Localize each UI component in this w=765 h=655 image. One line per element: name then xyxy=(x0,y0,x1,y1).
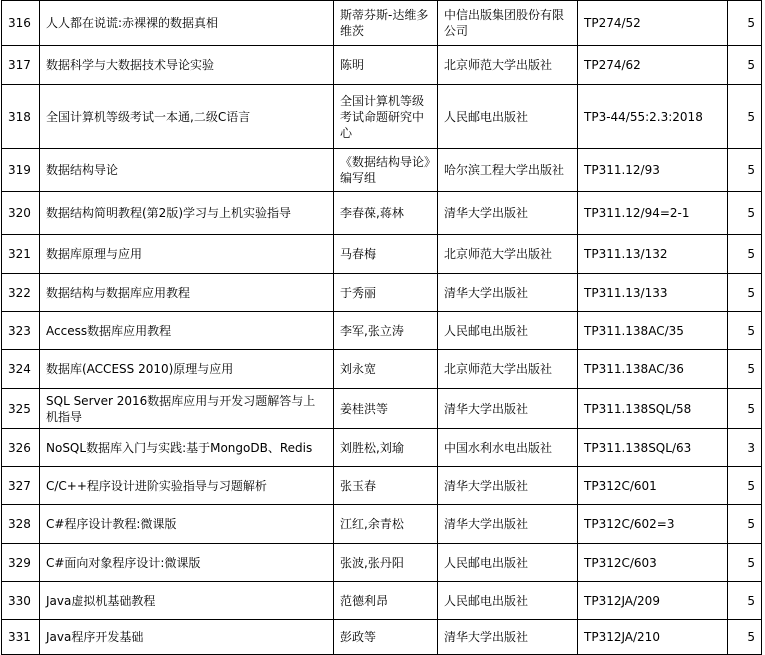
book-list-table xyxy=(1,0,762,655)
table-row xyxy=(2,544,762,582)
book-author: 刘胜松,刘瑜 xyxy=(334,429,438,467)
copy-count: 5 xyxy=(728,274,762,312)
book-publisher: 清华大学出版社 xyxy=(438,505,578,544)
call-number: TP311.13/133 xyxy=(578,274,728,312)
book-publisher: 北京师范大学出版社 xyxy=(438,46,578,85)
book-author: 斯蒂芬斯-达维多维茨 xyxy=(334,1,438,46)
row-number: 319 xyxy=(2,149,40,192)
call-number: TP311.12/93 xyxy=(578,149,728,192)
book-publisher: 中信出版集团股份有限公司 xyxy=(438,1,578,46)
table-row xyxy=(2,389,762,429)
table-row xyxy=(2,46,762,85)
row-number: 321 xyxy=(2,235,40,274)
book-title: 数据库(ACCESS 2010)原理与应用 xyxy=(40,350,334,389)
copy-count: 5 xyxy=(728,1,762,46)
copy-count: 5 xyxy=(728,620,762,655)
row-number: 322 xyxy=(2,274,40,312)
row-number: 328 xyxy=(2,505,40,544)
table-row xyxy=(2,1,762,46)
call-number: TP274/52 xyxy=(578,1,728,46)
row-number: 320 xyxy=(2,192,40,235)
book-publisher: 清华大学出版社 xyxy=(438,389,578,429)
row-number: 316 xyxy=(2,1,40,46)
copy-count: 5 xyxy=(728,505,762,544)
row-number: 331 xyxy=(2,620,40,655)
book-publisher: 清华大学出版社 xyxy=(438,192,578,235)
call-number: TP312C/601 xyxy=(578,467,728,505)
row-number: 318 xyxy=(2,85,40,149)
row-number: 330 xyxy=(2,582,40,620)
copy-count: 5 xyxy=(728,544,762,582)
call-number: TP312C/602=3 xyxy=(578,505,728,544)
table-row xyxy=(2,312,762,350)
copy-count: 5 xyxy=(728,235,762,274)
book-author: 李军,张立涛 xyxy=(334,312,438,350)
call-number: TP311.13/132 xyxy=(578,235,728,274)
call-number: TP312JA/210 xyxy=(578,620,728,655)
book-publisher: 人民邮电出版社 xyxy=(438,544,578,582)
row-number: 325 xyxy=(2,389,40,429)
table-row xyxy=(2,350,762,389)
table-row xyxy=(2,429,762,467)
book-publisher: 人民邮电出版社 xyxy=(438,85,578,149)
book-publisher: 人民邮电出版社 xyxy=(438,582,578,620)
book-title: Access数据库应用教程 xyxy=(40,312,334,350)
table-row xyxy=(2,505,762,544)
book-publisher: 北京师范大学出版社 xyxy=(438,235,578,274)
copy-count: 3 xyxy=(728,429,762,467)
call-number: TP312JA/209 xyxy=(578,582,728,620)
book-title: 人人都在说谎:赤裸裸的数据真相 xyxy=(40,1,334,46)
book-title: Java虚拟机基础教程 xyxy=(40,582,334,620)
book-publisher: 哈尔滨工程大学出版社 xyxy=(438,149,578,192)
book-author: 全国计算机等级考试命题研究中心 xyxy=(334,85,438,149)
book-title: C#程序设计教程:微课版 xyxy=(40,505,334,544)
call-number: TP311.138SQL/58 xyxy=(578,389,728,429)
book-title: 数据结构导论 xyxy=(40,149,334,192)
table-row xyxy=(2,149,762,192)
row-number: 326 xyxy=(2,429,40,467)
row-number: 323 xyxy=(2,312,40,350)
book-title: Java程序开发基础 xyxy=(40,620,334,655)
book-publisher: 人民邮电出版社 xyxy=(438,312,578,350)
copy-count: 5 xyxy=(728,582,762,620)
call-number: TP312C/603 xyxy=(578,544,728,582)
copy-count: 5 xyxy=(728,85,762,149)
table-row xyxy=(2,582,762,620)
book-title: C#面向对象程序设计:微课版 xyxy=(40,544,334,582)
row-number: 317 xyxy=(2,46,40,85)
book-author: 刘永宽 xyxy=(334,350,438,389)
book-title: 数据结构简明教程(第2版)学习与上机实验指导 xyxy=(40,192,334,235)
copy-count: 5 xyxy=(728,467,762,505)
table-row xyxy=(2,274,762,312)
book-title: 全国计算机等级考试一本通,二级C语言 xyxy=(40,85,334,149)
book-author: 陈明 xyxy=(334,46,438,85)
call-number: TP3-44/55:2.3:2018 xyxy=(578,85,728,149)
book-title: NoSQL数据库入门与实践:基于MongoDB、Redis xyxy=(40,429,334,467)
book-title: 数据库原理与应用 xyxy=(40,235,334,274)
row-number: 329 xyxy=(2,544,40,582)
book-author: 彭政等 xyxy=(334,620,438,655)
copy-count: 5 xyxy=(728,46,762,85)
book-publisher: 清华大学出版社 xyxy=(438,620,578,655)
copy-count: 5 xyxy=(728,350,762,389)
book-title: C/C++程序设计进阶实验指导与习题解析 xyxy=(40,467,334,505)
book-author: 于秀丽 xyxy=(334,274,438,312)
copy-count: 5 xyxy=(728,312,762,350)
book-author: 江红,余青松 xyxy=(334,505,438,544)
table-row xyxy=(2,85,762,149)
book-title: SQL Server 2016数据库应用与开发习题解答与上机指导 xyxy=(40,389,334,429)
call-number: TP311.138SQL/63 xyxy=(578,429,728,467)
book-author: 范德利昂 xyxy=(334,582,438,620)
book-author: 张波,张丹阳 xyxy=(334,544,438,582)
call-number: TP311.12/94=2-1 xyxy=(578,192,728,235)
row-number: 324 xyxy=(2,350,40,389)
book-publisher: 中国水利水电出版社 xyxy=(438,429,578,467)
copy-count: 5 xyxy=(728,192,762,235)
book-publisher: 清华大学出版社 xyxy=(438,467,578,505)
copy-count: 5 xyxy=(728,149,762,192)
table-row xyxy=(2,620,762,655)
book-publisher: 北京师范大学出版社 xyxy=(438,350,578,389)
table-row xyxy=(2,235,762,274)
book-author: 《数据结构导论》编写组 xyxy=(334,149,438,192)
book-author: 李春葆,蒋林 xyxy=(334,192,438,235)
book-publisher: 清华大学出版社 xyxy=(438,274,578,312)
book-title: 数据结构与数据库应用教程 xyxy=(40,274,334,312)
book-author: 张玉春 xyxy=(334,467,438,505)
book-author: 马春梅 xyxy=(334,235,438,274)
book-author: 姜桂洪等 xyxy=(334,389,438,429)
book-title: 数据科学与大数据技术导论实验 xyxy=(40,46,334,85)
call-number: TP274/62 xyxy=(578,46,728,85)
call-number: TP311.138AC/35 xyxy=(578,312,728,350)
row-number: 327 xyxy=(2,467,40,505)
call-number: TP311.138AC/36 xyxy=(578,350,728,389)
table-row xyxy=(2,467,762,505)
table-row xyxy=(2,192,762,235)
copy-count: 5 xyxy=(728,389,762,429)
